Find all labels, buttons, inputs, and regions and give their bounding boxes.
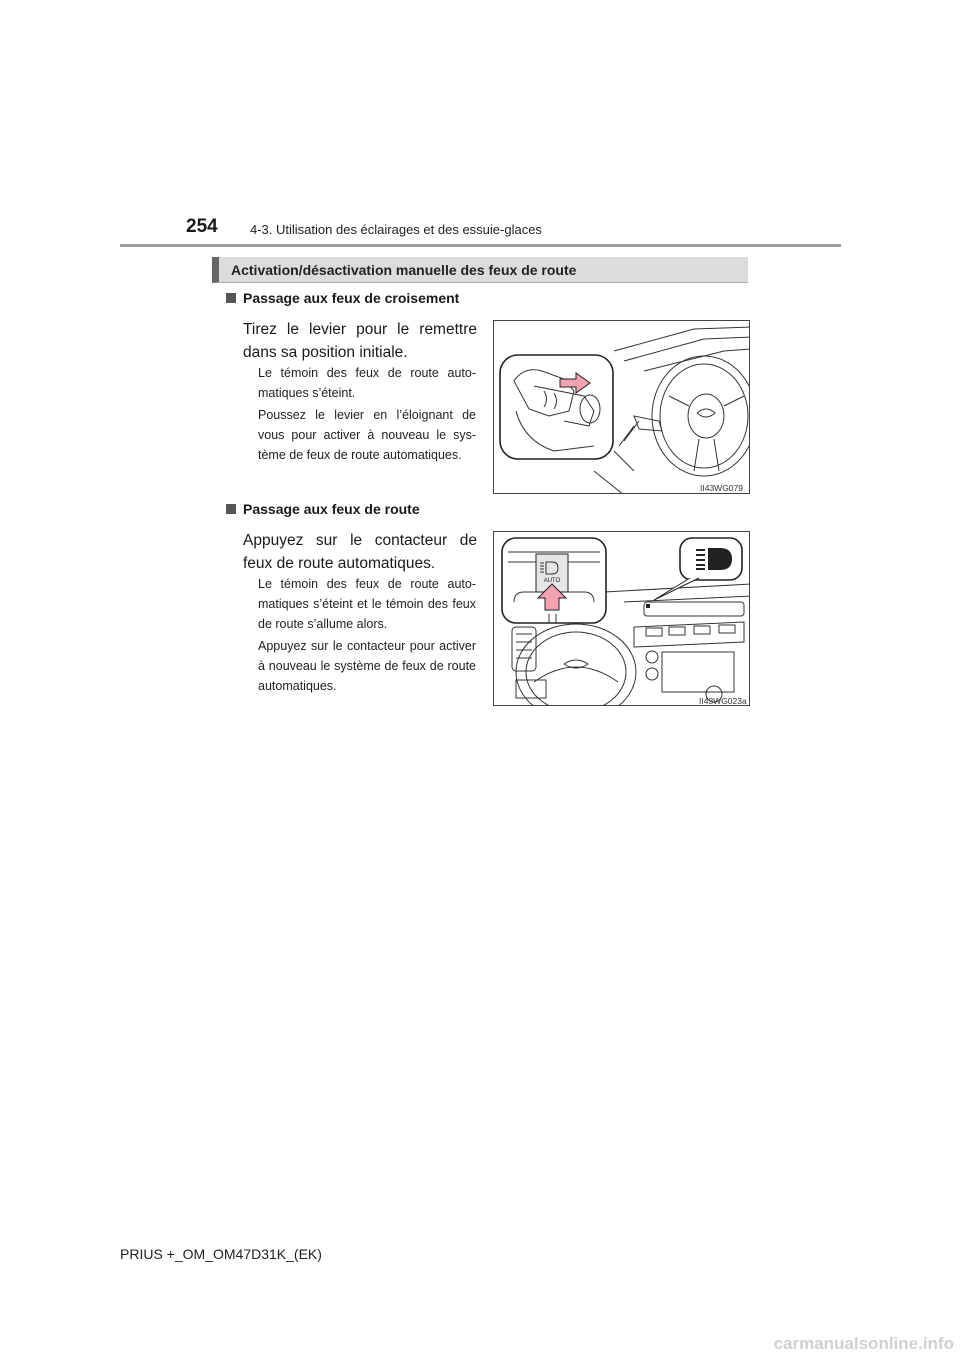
subheading-text: Passage aux feux de route	[243, 501, 420, 517]
watermark: carmanualsonline.info	[773, 1334, 954, 1353]
section-heading-bar	[212, 257, 748, 283]
figure-code-1: II43WG079	[700, 483, 743, 493]
note-low-beam-2: Poussez le levier en l’éloignant de vous pour activer à nouveau le système de feux de route automatiques.	[258, 408, 476, 462]
square-bullet-icon	[226, 504, 236, 514]
figure-code-2: II43WG023a	[699, 696, 747, 706]
subheading-high-beam	[226, 501, 420, 517]
auto-switch-label: AUTO	[543, 578, 561, 584]
page-number: 254	[186, 216, 218, 237]
subheading-text: Passage aux feux de croisement	[243, 290, 460, 306]
instruction-low-beam: Tirez le levier pour le remettre dans sa position initiale.	[243, 321, 477, 361]
header-rule	[120, 244, 841, 247]
subheading-low-beam	[226, 290, 459, 306]
document-code: PRIUS +_OM_OM47D31K_(EK)	[120, 1246, 322, 1262]
section-heading: Activation/désactivation manuelle des feux de route	[231, 262, 577, 278]
dashboard-illustration	[494, 532, 750, 706]
note-high-beam-2: Appuyez sur le contacteur pour activer à nouveau le système de feux de route automatiques.	[258, 639, 476, 693]
square-bullet-icon	[226, 293, 236, 303]
section-title: 4-3. Utilisation des éclairages et des essuie-glaces	[250, 222, 542, 237]
note-high-beam-1: Le témoin des feux de route automatiques s’éteint et le témoin des feux de route s’allume alors.	[258, 577, 476, 631]
figure-auto-switch	[493, 531, 750, 706]
note-low-beam-1: Le témoin des feux de route automatiques s’éteint.	[258, 366, 476, 400]
lever-illustration	[494, 321, 750, 494]
instruction-high-beam: Appuyez sur le contacteur de feux de route automatiques.	[243, 532, 477, 572]
figure-lever-pull	[493, 320, 750, 494]
